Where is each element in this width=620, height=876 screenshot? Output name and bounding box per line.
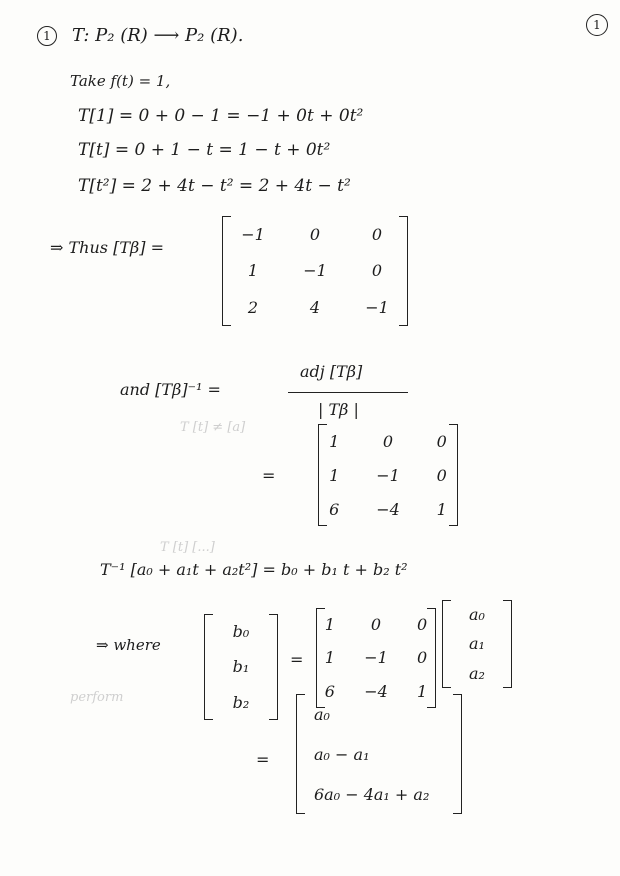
where-label: ⇒ where — [96, 636, 161, 654]
matrix-cell: 1 — [324, 615, 335, 635]
inverse-formula: T⁻¹ [a₀ + a₁t + a₂t²] = b₀ + b₁ t + b₂ t² — [100, 560, 408, 579]
matrix-cell: −1 — [303, 261, 327, 281]
left-bracket — [442, 600, 451, 688]
vector-entry: a₂ — [469, 663, 485, 683]
t-of-1-line: T[1] = 0 + 0 − 1 = −1 + 0t + 0t² — [78, 106, 364, 126]
bleed-through-mark: T [t] ≠ [a] — [180, 420, 246, 435]
matrix-cell: 0 — [371, 224, 383, 244]
equals-sign: = — [262, 466, 276, 485]
matrix-cell: 1 — [329, 431, 340, 451]
t-of-t2-line: T[t²] = 2 + 4t − t² = 2 + 4t − t² — [78, 176, 351, 196]
matrix-cell: −1 — [364, 648, 388, 668]
thus-label: ⇒ Thus [Tβ] = — [50, 238, 164, 257]
result-vector — [296, 694, 462, 814]
matrix-cell: 2 — [247, 298, 259, 318]
right-bracket — [449, 424, 458, 526]
left-bracket — [318, 424, 327, 526]
vector-entry: b₁ — [232, 657, 250, 677]
matrix-cell: 1 — [324, 648, 335, 668]
t-beta-matrix — [222, 216, 408, 326]
matrix-cell: 0 — [371, 261, 383, 281]
fraction-bar — [288, 392, 408, 393]
matrix-cell: 1 — [436, 499, 447, 519]
vector-entry: 6a₀ − 4a₁ + a₂ — [314, 784, 430, 804]
vector-entry: b₂ — [232, 692, 250, 712]
left-bracket — [296, 694, 305, 814]
bleed-through-mark: perform — [70, 690, 124, 705]
fraction-denominator: | Tβ | — [318, 400, 359, 419]
take-line: Take f(t) = 1, — [70, 72, 171, 90]
left-bracket — [316, 608, 325, 708]
b-vector — [204, 614, 278, 720]
right-bracket — [399, 216, 408, 326]
matrix-cell: 0 — [417, 615, 428, 635]
matrix-cell: −4 — [376, 499, 400, 519]
bleed-through-mark: T [t] [...] — [160, 540, 215, 555]
vector-entry: a₀ — [469, 605, 485, 625]
matrix-cell: −1 — [376, 465, 400, 485]
matrix-cell: 1 — [329, 465, 340, 485]
matrix-cell: −1 — [241, 224, 265, 244]
equals-sign: = — [256, 750, 270, 769]
problem-number: 1 — [37, 26, 57, 46]
vector-entry: b₀ — [232, 622, 250, 642]
matrix-cell: 6 — [329, 499, 340, 519]
right-bracket — [503, 600, 512, 688]
page-number: 1 — [586, 14, 608, 36]
matrix-cell: 1 — [247, 261, 259, 281]
matrix-cell: −1 — [365, 298, 389, 318]
right-bracket — [269, 614, 278, 720]
matrix-cell: 1 — [417, 681, 428, 701]
right-bracket — [453, 694, 462, 814]
inverse-matrix — [318, 424, 458, 526]
matrix-cell: 0 — [436, 431, 447, 451]
inverse-label: and [Tβ]⁻¹ = — [120, 380, 221, 399]
matrix-cell: −4 — [364, 681, 388, 701]
matrix-cell: 0 — [309, 224, 321, 244]
matrix-cell: 0 — [382, 431, 394, 451]
matrix-cell: 6 — [324, 681, 335, 701]
equals-sign: = — [290, 650, 304, 669]
left-bracket — [204, 614, 213, 720]
matrix-cell: 4 — [309, 298, 321, 318]
right-bracket — [427, 608, 436, 708]
t-of-t-line: T[t] = 0 + 1 − t = 1 − t + 0t² — [78, 140, 331, 160]
fraction-numerator: adj [Tβ] — [300, 362, 363, 381]
matrix-cell: 0 — [417, 648, 428, 668]
a-vector — [442, 600, 512, 688]
matrix-cell: 0 — [370, 615, 382, 635]
vector-entry: a₀ — [314, 704, 330, 724]
vector-entry: a₀ − a₁ — [314, 744, 370, 764]
map-definition: T: P₂ (R) ⟶ P₂ (R). — [72, 25, 244, 46]
left-bracket — [222, 216, 231, 326]
coefficient-matrix — [316, 608, 436, 708]
matrix-cell: 0 — [436, 465, 447, 485]
vector-entry: a₁ — [469, 634, 485, 654]
